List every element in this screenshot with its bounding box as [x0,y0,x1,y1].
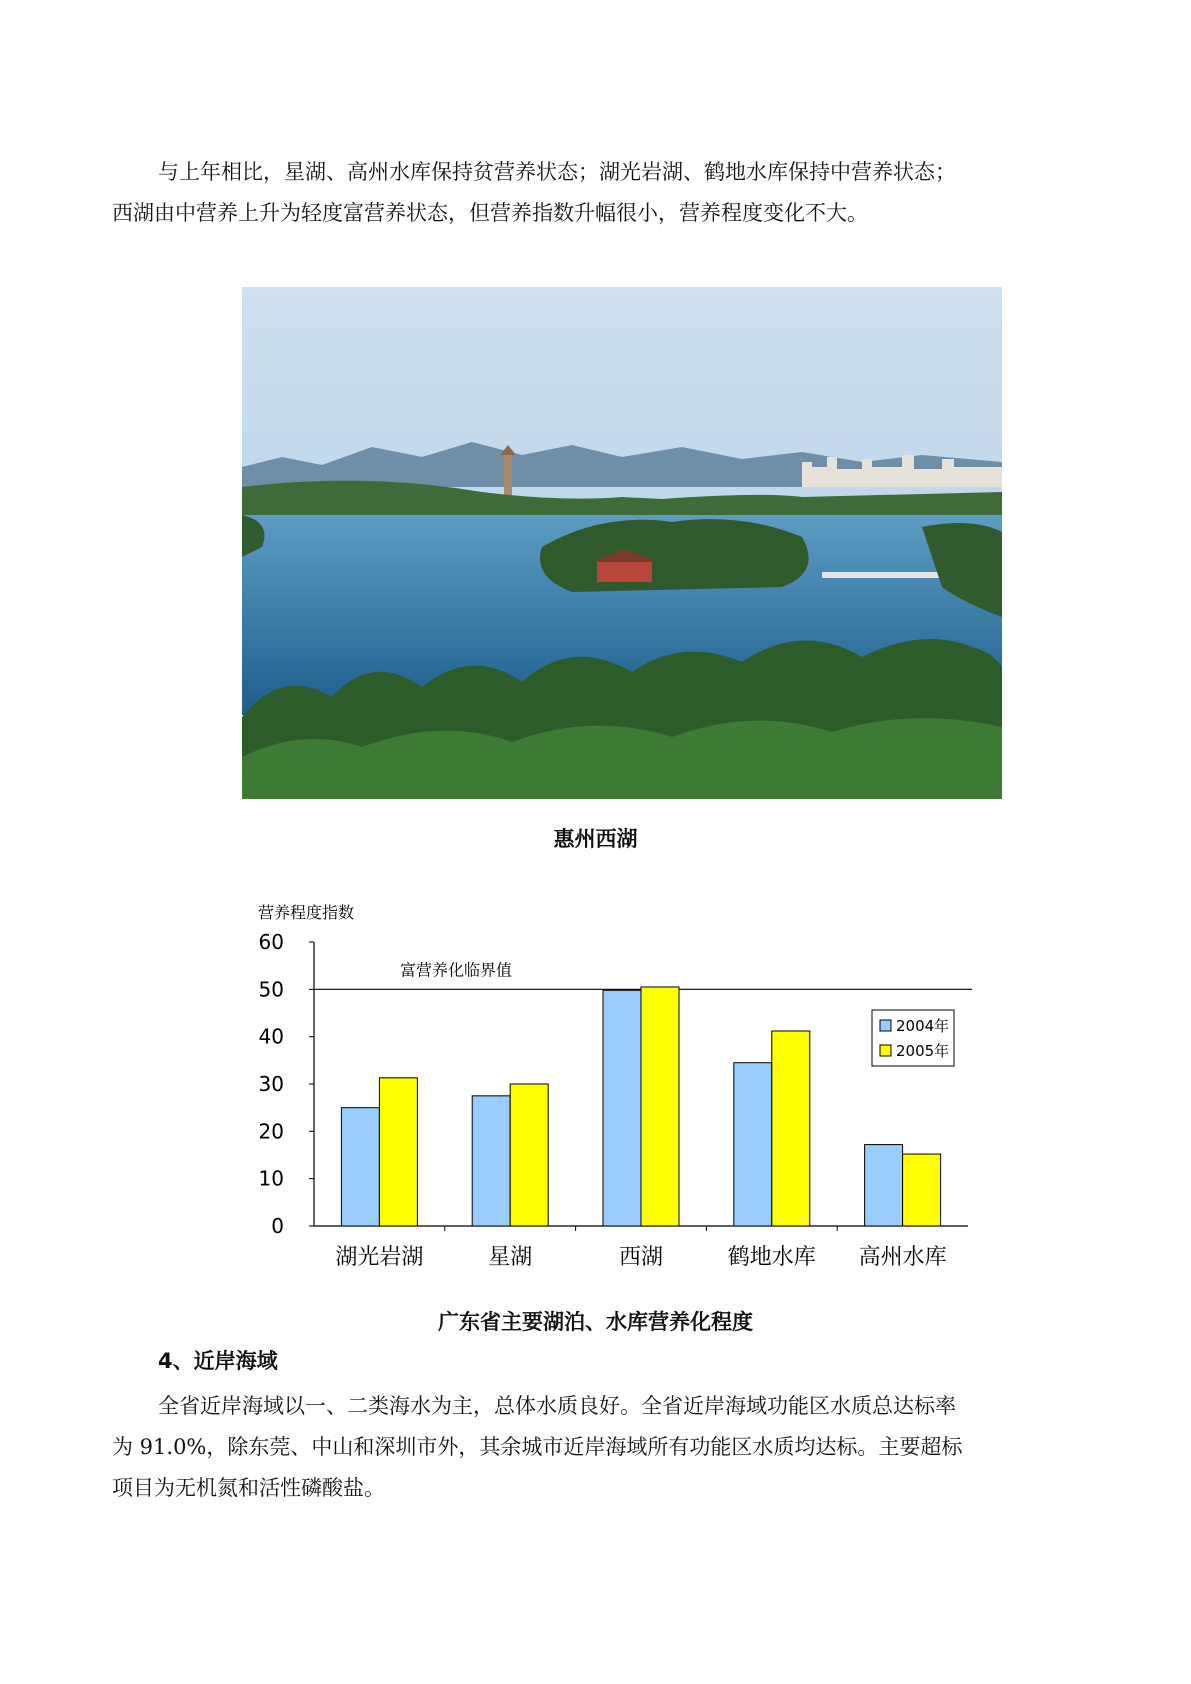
bar-2004年-鹤地水库 [734,1063,772,1226]
chart-caption: 广东省主要湖泊、水库营养化程度 [438,1310,753,1334]
y-tick-label: 0 [271,1214,284,1238]
intro-line-1: 与上年相比，星湖、高州水库保持贫营养状态；湖光岩湖、鹤地水库保持中营养状态； [158,160,956,184]
y-tick-label: 20 [258,1119,284,1144]
section4-line-3: 项目为无机氮和活性磷酸盐。 [112,1476,385,1500]
bar-2004年-西湖 [603,990,641,1226]
bar-2005年-高州水库 [903,1154,941,1226]
y-axis-label: 营养程度指数 [258,903,355,922]
legend-label: 2005年 [896,1042,950,1060]
bar-2004年-星湖 [472,1096,510,1226]
bar-2004年-高州水库 [865,1145,903,1226]
x-tick-label: 星湖 [488,1245,533,1270]
section4-line-2: 为 91.0%，除东莞、中山和深圳市外，其余城市近岸海域所有功能区水质均达标。主要超标 [112,1435,963,1459]
west-lake-photo [242,287,1002,799]
bar-2005年-湖光岩湖 [379,1078,417,1226]
trophic-index-bar-chart [240,900,1000,1290]
photo-caption: 惠州西湖 [553,827,638,851]
y-tick-label: 10 [258,1166,284,1191]
x-tick-label: 西湖 [618,1245,664,1270]
section-4-paragraph [112,1386,1082,1509]
bar-2005年-鹤地水库 [772,1031,810,1226]
y-tick-label: 30 [258,1072,284,1096]
x-tick-label: 高州水库 [858,1245,947,1270]
x-tick-label: 鹤地水库 [727,1245,816,1270]
intro-paragraph [112,152,1082,234]
legend-swatch [880,1045,891,1056]
bar-2005年-西湖 [641,987,679,1226]
section-4-heading: 4、近岸海域 [158,1349,278,1373]
y-tick-label: 40 [258,1024,284,1049]
x-tick-label: 湖光岩湖 [335,1245,424,1270]
bar-2005年-星湖 [510,1084,548,1226]
intro-line-2: 西湖由中营养上升为轻度富营养状态，但营养指数升幅很小，营养程度变化不大。 [112,201,868,225]
y-tick-label: 50 [258,977,284,1002]
chart-legend [872,1010,954,1066]
bar-2004年-湖光岩湖 [341,1108,379,1226]
legend-swatch [880,1020,891,1031]
threshold-label: 富营养化临界值 [400,960,513,980]
legend-label: 2004年 [896,1017,950,1035]
y-tick-label: 60 [258,930,284,954]
section4-line-1: 全省近岸海域以一、二类海水为主，总体水质良好。全省近岸海域功能区水质总达标率 [158,1394,956,1418]
